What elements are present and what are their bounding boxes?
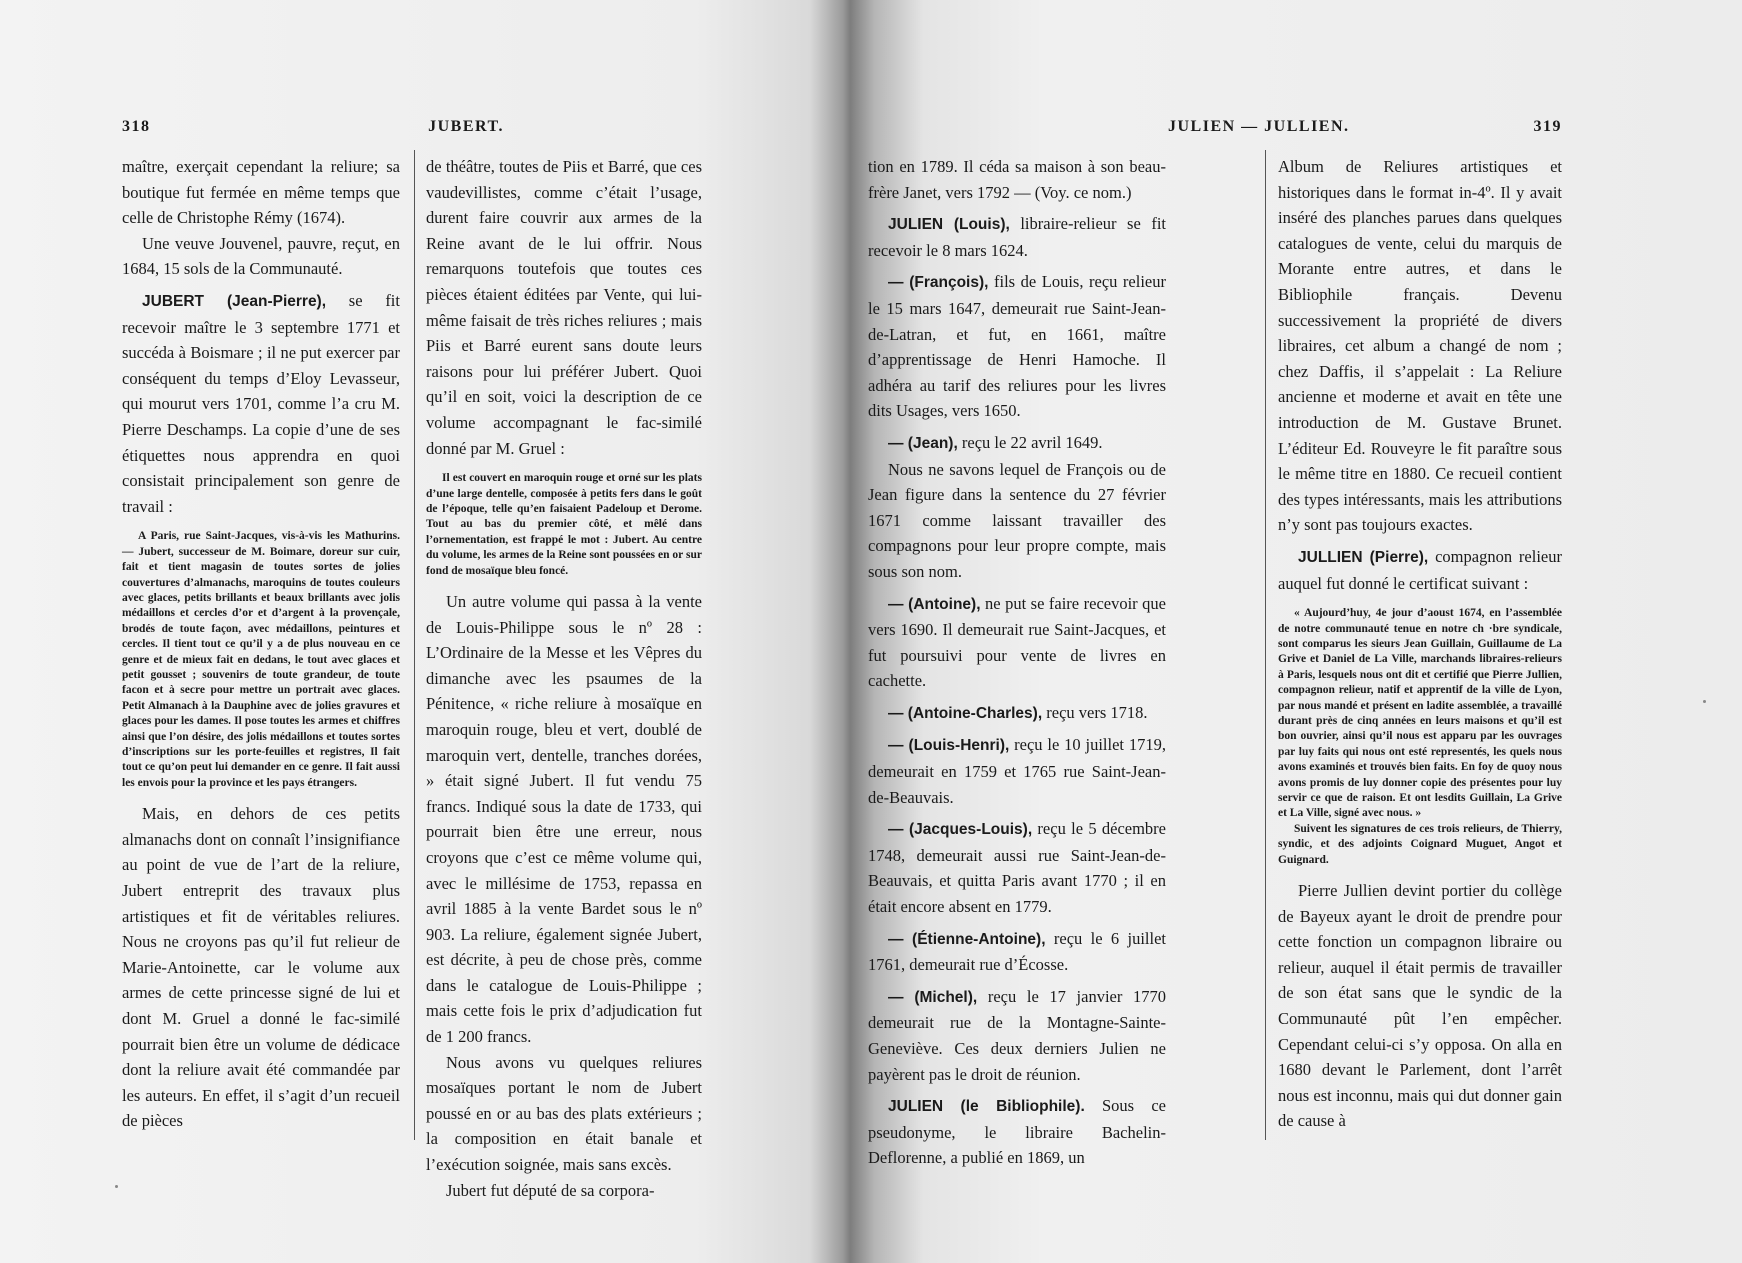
paragraph-text: reçu le 17 janvier 1770 demeurait rue de la Montagne-Sainte-Geneviève. Ces deux derniers Julien ne payèrent pas le droit de réunion.: [868, 986, 1166, 1084]
paragraph: [1278, 154, 1562, 538]
paragraph-text: Album de Reliures artistiques et historiques dans le format in-4º. Il y avait inséré des planches parues dans quelques catalogues de vente, celui du marquis de Morante entre autres, et dans le Bibliophile français. Devenu successivement la propriété de divers libraires, cet album a changé de nom ; chez Daffis, il s’appelait : La Reliure ancienne et moderne et avait en tête une introduction de M. Gustave Brunet. L’éditeur Ed. Rouveyre le fit paraître sous le même titre en 1880. Ce recueil contient des types intéressants, mais les attributions n’y sont pas toujours exactes.: [1278, 157, 1562, 535]
paragraph: [868, 700, 1166, 727]
paragraph-text: reçu vers 1718.: [1042, 702, 1148, 722]
page-number-right: 319: [1533, 118, 1562, 135]
left-page-header: [122, 118, 829, 144]
paragraph-text: Pierre Jullien devint portier du collège de Bayeux ayant le droit de prendre pour cette fonction un compagnon libraire ou relieur, auquel il était permis de travailler de son état sans que le syndic de la Communauté pût l’en empêcher. Cependant celui-ci s’y opposa. On alla en 1680 devant le Parlement, dont l’arrêt nous est inconnu, mais qui dut donner gain de cause à: [1278, 881, 1562, 1131]
paragraph: [868, 816, 1166, 919]
paragraph-text: reçu le 6 juillet 1761, demeurait rue d’Écosse.: [868, 928, 1166, 975]
paragraph: [122, 154, 400, 231]
paragraph: [426, 589, 702, 1050]
quoted-excerpt: [122, 529, 400, 791]
paragraph-text: Nous avons vu quelques reliures mosaïques portant le nom de Jubert poussé en or au bas des plats extérieurs ; la composition en était banale et l’exécution soignée, mais sans excès.: [426, 1052, 702, 1175]
paragraph: [868, 211, 1166, 263]
paragraph: [122, 288, 400, 519]
paragraph: [868, 1093, 1166, 1171]
paragraph: [868, 732, 1166, 810]
entry-heading: JULLIEN (Pierre),: [1298, 548, 1429, 566]
left-page-column-1: [122, 154, 400, 1134]
paragraph-text: tion en 1789. Il céda sa maison à son beau-frère Janet, vers 1792 — (Voy. ce nom.): [868, 157, 1166, 202]
page-number-left: 318: [122, 118, 151, 135]
paragraph: [426, 1050, 702, 1178]
column-rule: [1265, 150, 1266, 1140]
paragraph: [122, 231, 400, 282]
paper-speck: [1703, 700, 1706, 703]
paragraph-text: Sous ce pseudonyme, le libraire Bachelin-Deflorenne, a publié en 1869, un: [868, 1096, 1166, 1168]
paper-speck: [115, 1185, 118, 1188]
paragraph: [1278, 878, 1562, 1134]
right-page-header: [868, 118, 1562, 144]
paragraph: [868, 430, 1166, 457]
entry-heading: JULIEN (Louis),: [888, 216, 1010, 234]
paragraph-text: Nous ne savons lequel de François ou de Jean figure dans la sentence du 27 février 1671 comme laissant travailler des compagnons pour leur propre compte, mais sous son nom.: [868, 459, 1166, 581]
entry-heading: — (Étienne-Antoine),: [888, 930, 1046, 948]
paragraph-text: libraire-relieur se fit recevoir le 8 mars 1624.: [868, 214, 1166, 260]
entry-heading: — (Antoine),: [888, 595, 981, 613]
paragraph-text: reçu le 22 avril 1649.: [957, 432, 1103, 452]
paragraph: [1278, 544, 1562, 596]
paragraph: [868, 457, 1166, 585]
quoted-excerpt: [1278, 606, 1562, 868]
entry-heading: — (François),: [888, 274, 989, 292]
entry-heading: JUBERT (Jean-Pierre),: [142, 292, 327, 310]
right-page: [868, 0, 1742, 1263]
paragraph: [868, 984, 1166, 1087]
paragraph-text: ne put se faire recevoir que vers 1690. Il demeurait rue Saint-Jacques, et fut poursuivi pour vente de livres en cachette.: [868, 593, 1166, 691]
paragraph: [868, 926, 1166, 978]
paragraph-text: Un autre volume qui passa à la vente de Louis-Philippe sous le nº 28 : L’Ordinaire de la Messe et les Vêpres du dimanche avec les psaumes de la Pénitence, « riche reliure à mosaïque en maroquin rouge, bleu et vert, doublé de maroquin vert, dentelle, tranches dorées, » était signé Jubert. Il fut vendu 75 francs. Indiqué sous la date de 1733, qui pourrait bien être une erreur, nous croyons que c’est ce même volume qui, avec le millésime de 1753, repassa en avril 1885 à la vente Bardet sous le nº 903. La reliure, également signée Jubert, est décrite, à peu de chose près, comme dans le catalogue de Louis-Philippe ; mais cette fois le prix d’adjudication fut de 1 200 francs.: [426, 591, 702, 1047]
quoted-excerpt: [426, 471, 702, 579]
entry-heading: — (Jacques-Louis),: [888, 821, 1033, 839]
paragraph: [868, 154, 1166, 205]
excerpt-text: A Paris, rue Saint-Jacques, vis-à-vis les Mathurins. — Jubert, successeur de M. Boimare, doreur sur cuir, fait et tient magasin de toutes sortes de jolies couvertures d’almanachs, maroquins de toutes couleurs avec glaces, petits brillants et beaux brillants avec jolis médaillons et cercles d’or et d’argent à la provençale, brodés de toute façon, avec médaillons, peintures et cercles. Il tient tout ce qu’il y a de plus nouveau en ce genre et de mieux fait en dedans, le tout avec glaces et petit gousset ; souvenirs de toute grandeur, de toute facon et à secre pour mettre un portrait avec glaces. Petit Almanach à la Dauphine avec de jolies gravures et glaces pour les dames. Il pose toutes les armes et chiffres ainsi que l’on désire, des jolis médaillons et toutes sortes d’inscriptions sur les porte-feuilles et registres, Il fait tout ce qu’on peut lui demander en ce genre. Il fait aussi les envois pour la province et les pays étrangers.: [122, 530, 400, 789]
entry-heading: — (Antoine-Charles),: [888, 704, 1043, 722]
excerpt-text: Il est couvert en maroquin rouge et orné sur les plats d’une large dentelle, composée à petits fers dans le goût de l’époque, telle qu’en faisaient Padeloup et Derome. Tout au bas du premier côté, et mêlé dans l’ornementation, est frappé le mot : Jubert. Au centre du volume, les armes de la Reine sont poussées en or sur fond de mosaïque bleu foncé.: [426, 472, 702, 577]
paragraph: [426, 1178, 702, 1204]
entry-heading: — (Michel),: [888, 988, 978, 1006]
left-page-column-2: [426, 154, 702, 1203]
paragraph-text: de théâtre, toutes de Piis et Barré, que ces vaudevillistes, comme c’était l’usage, durent faire couvrir aux armes de la Reine avant de le lui offrir. Nous remarquons toutefois que toutes ces pièces étaient éditées par Vente, qui lui-même faisait de très riches reliures ; mais Piis et Barré eurent sans doute leurs raisons pour lui préférer Jubert. Quoi qu’il en soit, voici la description de ce volume accompagnant le fac-similé donné par M. Gruel :: [426, 157, 702, 458]
paragraph-text: se fit recevoir maître le 3 septembre 1771 et succéda à Boismare ; il ne put exercer par conséquent du temps d’Eloy Levasseur, qui mourut vers 1701, comme l’a cru M. Pierre Deschamps. La copie d’une de ses étiquettes nous apprendra en quoi consistait principalement son genre de travail :: [122, 290, 400, 516]
paragraph: [426, 154, 702, 461]
running-head-right: JULIEN — JULLIEN.: [1168, 118, 1350, 135]
paragraph-text: reçu le 10 juillet 1719, demeurait en 1759 et 1765 rue Saint-Jean-de-Beauvais.: [868, 735, 1166, 807]
paragraph-text: fils de Louis, reçu relieur le 15 mars 1647, demeurait rue Saint-Jean-de-Latran, et fut, en 1661, maître d’apprentissage de Henri Hamoche. Il adhéra au tarif des reliures pour les livres dits Usages, vers 1650.: [868, 272, 1166, 421]
paragraph-text: Mais, en dehors de ces petits almanachs dont on connaît l’insignifiance au point de vue de l’art de la reliure, Jubert entreprit des travaux plus artistiques et fit de véritables reliures. Nous ne croyons pas qu’il fut relieur de Marie-Antoinette, car le volume aux armes de cette princesse signé de lui et dont M. Gruel a donné le fac-similé pourrait bien être un volume de dédicace dont la reliure avait été commandée par les auteurs. En effet, il s’agit d’un recueil de pièces: [122, 804, 400, 1131]
paragraph-text: Jubert fut député de sa corpora-: [446, 1180, 655, 1200]
paragraph: [122, 801, 400, 1134]
right-page-column-2: [1278, 154, 1562, 1134]
entry-heading: — (Louis-Henri),: [888, 737, 1010, 755]
paragraph-text: Une veuve Jouvenel, pauvre, reçut, en 1684, 15 sols de la Communauté.: [122, 233, 400, 279]
left-page: [0, 0, 845, 1263]
paragraph-text: maître, exerçait cependant la reliure; sa boutique fut fermée en même temps que celle de Christophe Rémy (1674).: [122, 157, 400, 228]
paragraph: [868, 269, 1166, 424]
running-head-left: JUBERT.: [428, 118, 504, 135]
entry-heading: — (Jean),: [888, 434, 958, 452]
right-page-column-1: [868, 154, 1166, 1171]
excerpt-note: Suivent les signatures de ces trois relieurs, de Thierry, syndic, et des adjoints Coignard Muguet, Angot et Guignard.: [1278, 822, 1562, 866]
paragraph: [868, 591, 1166, 694]
paragraph-text: compagnon relieur auquel fut donné le certificat suivant :: [1278, 546, 1562, 593]
excerpt-text: « Aujourd’huy, 4e jour d’aoust 1674, en l’assemblée de notre communauté tenue en notre ch ·bre syndicale, sont comparus les sieurs Jean Guillain, Guillaume de La Grive et Daniel de La Ville, marchands libraires-relieurs à Paris, lesquels nous ont dit et certifié que Pierre Jullien, compagnon relieur, natif et apprentif de la ville de Lyon, par nous mandé et présent en ladite assemblée, a travaillé durant près de cinq années en leurs maisons et qu’il est bon ouvrier, ainsi qu’il nous est apparu par les ouvrages par luy faits qui nous ont esté representés, les quels nous avons examinés et trouvés bien faits. En foy de quoy nous avons promis de luy donner copie des présentes pour luy servir ce que de raison. Et ont lesdits Guillain, La Grive et La Ville, signé avec nous. »: [1278, 607, 1562, 820]
entry-heading: JULIEN (le Bibliophile).: [888, 1098, 1085, 1116]
column-rule: [414, 150, 415, 1140]
paragraph-text: reçu le 5 décembre 1748, demeurait aussi rue Saint-Jean-de-Beauvais, et quitta Paris avant 1770 ; il en était encore absent en 1779.: [868, 819, 1166, 917]
